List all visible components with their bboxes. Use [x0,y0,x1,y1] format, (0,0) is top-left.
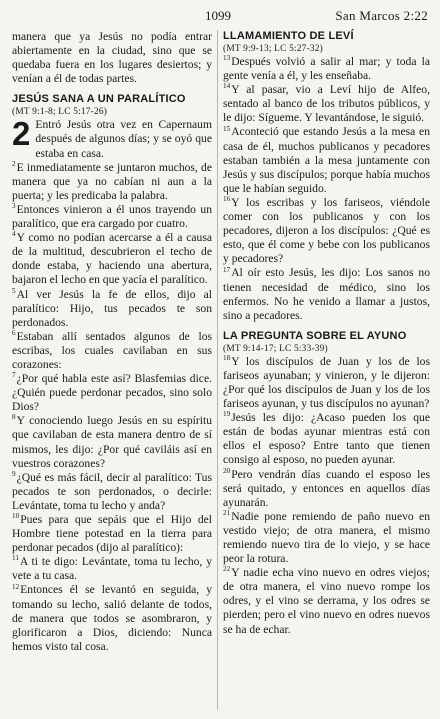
verse-number: 9 [12,469,16,478]
verse [12,583,212,653]
verse [223,125,430,195]
verse [12,161,212,203]
verse-text: Aconteció que estando Jesús a la mesa en casa de él, muchos publicanos y pecadores estaban también a la mesa juntamente con Jesús y sus discípulos; porque había muchos que le habían seguido. [223,125,430,195]
verse-list [12,115,212,654]
page-header [0,8,440,26]
verse [12,330,212,372]
carryover-paragraph: manera que ya Jesús no podía entrar abiertamente en la ciudad, sino que se quedaba fuera en los lugares desiertos; y venían a él de todas partes. [12,30,212,86]
page-number: 1099 [205,8,231,23]
section-heading-ayuno: LA PREGUNTA SOBRE EL AYUNO [223,329,407,342]
verse [12,288,212,330]
verse [223,266,430,322]
verse [12,513,212,555]
verse-number: 5 [12,286,16,295]
verse-number: 12 [12,582,20,591]
verse-number: 11 [12,554,19,563]
verse-number: 21 [223,508,231,517]
verse-text: Y los discípulos de Juan y los de los fariseos ayunaban; y vinieron, y le dijeron: ¿Por qué los discípulos de Juan y los de los fariseos ayunan, y tus discípulos no ayunan? [223,354,430,411]
section-heading-paralitico: JESÚS SANA A UN PARALÍTICO [12,93,186,106]
right-column [223,30,430,637]
verse-number: 4 [12,230,16,239]
running-head: San Marcos 2:22 [335,8,428,23]
verse-text: Al ver Jesús la fe de ellos, dijo al paralítico: Hijo, tus pecados te son perdonados. [12,287,212,329]
verse-text: Entonces vinieron a él unos trayendo un paralítico, que era cargado por cuatro. [12,202,212,231]
verse-text: Pues para que sepáis que el Hijo del Hombre tiene potestad en la tierra para perdonar pecados (dijo al paralítico): [12,513,212,555]
verse [12,471,212,513]
verse-number: 14 [223,82,231,91]
verse-number: 2 [12,159,16,168]
verse-text: Y los escribas y los fariseos, viéndole comer con los publicanos y con los pecadores, dijeron a los discípulos: ¿Qué es esto, que él come y bebe con los publicanos y pecadores? [223,195,430,266]
verse-text: Pero vendrán días cuando el esposo les será quitado, y entonces en aquellos días ayunarán. [223,467,430,509]
verse-text: Después volvió a salir al mar; y toda la gente venía a él, y les enseñaba. [223,55,430,83]
verse [12,372,212,414]
verse-number: 18 [223,353,231,362]
verse [223,83,430,125]
verse-text: Y al pasar, vio a Leví hijo de Alfeo, sentado al banco de los tributos públicos, y le dijo: Sígueme. Y levantándose, le siguió. [223,83,430,125]
verse-text: Al oír esto Jesús, les dijo: Los sanos no tienen necesidad de médico, sino los enfermos. No he venido a llamar a justos, sino a pecadores. [223,266,430,322]
verse-number: 15 [223,124,231,133]
verse [223,411,430,467]
verse [223,55,430,83]
verse-text: ¿Qué es más fácil, decir al paralítico: Tus pecados te son perdonados, o decirle: Levántate, toma tu lecho y anda? [12,470,212,512]
verse [223,196,430,266]
verse-list [223,355,430,637]
verse-number: 20 [223,466,231,475]
verse-number: 19 [223,410,231,419]
verse-number: 3 [12,202,16,211]
verse [223,566,430,636]
cross-reference: (MT 9:9-13; LC 5:27-32) [223,44,323,54]
verse [223,510,430,566]
verse-number: 6 [12,328,16,337]
verse-text: Entró Jesús otra vez en Capernaum después de algunos días; y se oyó que estaba en casa. [35,118,212,160]
chapter-number: 2 [12,115,31,153]
verse [12,203,212,231]
section-heading-levi: LLAMAMIENTO DE LEVÍ [223,30,354,42]
verse-number: 13 [223,54,231,63]
verse-number: 8 [12,413,16,422]
verse-text: Y conociendo luego Jesús en su espíritu que cavilaban de esta manera dentro de sí mismos, les dijo: ¿Por qué caviláis así en vuestros corazones? [12,414,212,470]
verse-number: 22 [223,565,231,574]
verse-number: 16 [223,195,231,204]
verse [223,355,430,411]
column-divider [217,30,218,710]
verse-text: ¿Por qué habla este así? Blasfemias dice. ¿Quién puede perdonar pecados, sino solo Dios? [12,372,212,414]
left-column [12,30,212,654]
verse-text: A ti te digo: Levántate, toma tu lecho, y vete a tu casa. [12,555,212,583]
verse [223,468,430,510]
verse-list [223,55,430,323]
verse-text: Y como no podían acercarse a él a causa de la multitud, descubrieron el techo de donde estaba, y haciendo una abertura, bajaron el lecho en que yacía el paralítico. [12,231,212,287]
verse-number: 17 [223,265,231,274]
verse-text: Jesús les dijo: ¿Acaso pueden los que están de bodas ayunar mientras está con ellos el esposo? Entre tanto que tienen consigo al esposo, no pueden ayunar. [223,411,430,467]
verse [12,555,212,583]
verse [12,414,212,470]
verse-text: E inmediatamente se juntaron muchos, de manera que ya no cabían ni aun a la puerta; y les predicaba la palabra. [12,160,212,202]
verse-text: Estaban allí sentados algunos de los escribas, los cuales cavilaban en sus corazones: [12,329,212,371]
verse-text: Y nadie echa vino nuevo en odres viejos; de otra manera, el vino nuevo rompe los odres, y el vino se derrama, y los odres se pierden; pero el vino nuevo en odres nuevos se ha de echar. [223,566,430,636]
cross-reference: (MT 9:14-17; LC 5:33-39) [223,343,328,354]
verse-text: Entonces él se levantó en seguida, y tomando su lecho, salió delante de todos, de manera que todos se asombraron, y glorificaron a Dios, diciendo: Nunca hemos visto tal cosa. [12,583,212,653]
verse-number: 10 [12,512,20,521]
verse-text: Nadie pone remiendo de paño nuevo en vestido viejo; de otra manera, el mismo remiendo nuevo tira de lo viejo, y se hace peor la rotura. [223,509,430,566]
verse [12,115,212,160]
cross-reference: (MT 9:1-8; LC 5:17-26) [12,107,108,118]
verse-number: 7 [12,371,16,380]
verse [12,231,212,287]
